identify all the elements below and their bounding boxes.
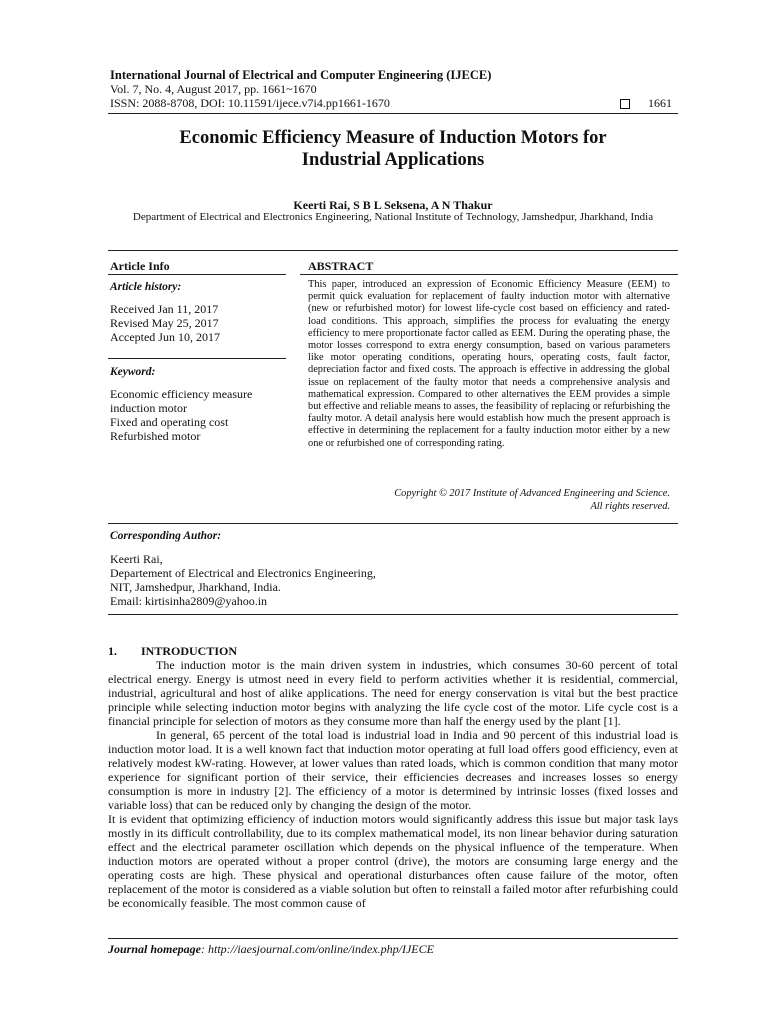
keyword-item: induction motor [110, 401, 187, 415]
abstract-text: This paper, introduced an expression of Economic Efficiency Measure (EEM) to permit quick evaluation for replacement of faulty induction motor with alternative (new or refurbished motor) for lowest life-cycle cost based on efficiency and rated-load conditions. This approach, simplifies the process for evaluating the energy efficiency to mere proportionate factor called as EEM. During the operating phase, the motor losses correspond to extra energy consumption, based on various parameters like motor operating conditions, operating hours, operating costs, fault factor, depreciation factor and fixed costs. The approach is effective in addressing the global issue on replacement of the faulty motor that needs a comprehensive analysis and mathematical expression. Compared to other alternatives the EEM provides a simple but effective and reliable means to asses, the feasibility of replacing or refurbishing the faulty motor. A detail analysis here would establish how much the present approach is effective in determining the replacement for a faulty induction motor either by a new one or refurbished one of corresponding rating. [308, 279, 670, 449]
article-info-heading: Article Info [110, 259, 170, 273]
article-history-heading: Article history: [110, 281, 182, 293]
footer-rule [108, 938, 678, 939]
keyword-item: Fixed and operating cost [110, 415, 229, 429]
journal-homepage-label: Journal homepage [108, 942, 202, 956]
corresponding-author-heading: Corresponding Author: [110, 530, 222, 542]
journal-name: International Journal of Electrical and Computer Engineering (IJECE) [110, 68, 492, 82]
introduction-body [108, 658, 678, 910]
journal-issn-doi: ISSN: 2088-8708, DOI: 10.11591/ijece.v7i4.pp1661-1670 [110, 96, 390, 110]
square-bullet-icon [620, 99, 630, 109]
journal-homepage-link[interactable]: : http://iaesjournal.com/online/index.php/IJECE [201, 942, 434, 956]
copyright-line-2: All rights reserved. [590, 500, 670, 512]
header-rule [108, 113, 678, 114]
corresponding-institute: NIT, Jamshedpur, Jharkhand, India. [110, 580, 281, 594]
copyright-line-1: Copyright © 2017 Institute of Advanced Engineering and Science. [394, 488, 670, 499]
article-info-rule [108, 274, 286, 275]
paper-authors: Keerti Rai, S B L Seksena, A N Thakur [293, 198, 493, 212]
keyword-item: Refurbished motor [110, 429, 201, 443]
keyword-heading: Keyword: [110, 366, 156, 378]
body-paragraph: It is evident that optimizing efficiency of induction motors would significantly address this issue but major task lays mostly in its difficult controllability, due to its complex mathematical model, its non linear behavior during saturation effect and the electrical parameter oscillation which depends on the physical influence of the temperature. When induction motors are operated without a proper control (drive), the motors are consuming large energy and the operating costs are high. These physical and operational disturbances often cause failure of the motor, often replacement of the motor is considered as a viable solution but often to reinstall a failed motor after refurbishing could be economically feasible. The most common cause of [108, 812, 678, 910]
abstract-heading: ABSTRACT [308, 259, 374, 273]
paper-affiliation: Department of Electrical and Electronics Engineering, National Institute of Technology, Jamshedpur, Jharkhand, India [132, 211, 654, 223]
received-date: Received Jan 11, 2017 [110, 302, 219, 316]
page-number: 1661 [648, 96, 672, 110]
paper-title-line-2: Industrial Applications [301, 150, 485, 170]
abstract-rule [300, 274, 678, 275]
corresponding-bottom-rule [108, 614, 678, 615]
corresponding-email: Email: kirtisinha2809@yahoo.in [110, 594, 268, 608]
corresponding-top-rule [108, 523, 678, 524]
keyword-item: Economic efficiency measure [110, 387, 253, 401]
keyword-rule [108, 358, 286, 359]
revised-date: Revised May 25, 2017 [110, 316, 219, 330]
journal-homepage [108, 942, 434, 957]
corresponding-department: Departement of Electrical and Electronics Engineering, [110, 566, 376, 580]
page-number-block [620, 96, 672, 111]
body-paragraph: In general, 65 percent of the total load is industrial load in India and 90 percent of this industrial load is induction motor load. It is a well known fact that induction motor operating at full load offers good efficiency, even at relatively modest kW-rating. However, at lower values than rated loads, which is common condition that many motor experience for significant portion of their service, their efficiencies decreases and increases losses so energy consumption is more in industry [2]. The efficiency of a motor is determined by intrinsic losses (fixed losses and variable loss) that can be reduced only by changing the design of the motor. [108, 728, 678, 812]
info-top-rule [108, 250, 678, 251]
corresponding-name: Keerti Rai, [110, 552, 163, 566]
accepted-date: Accepted Jun 10, 2017 [110, 330, 220, 344]
paper-title [108, 127, 678, 171]
paper-title-line-1: Economic Efficiency Measure of Induction Motors for [179, 128, 607, 148]
introduction-heading: 1. INTRODUCTION [108, 644, 238, 658]
body-paragraph: The induction motor is the main driven system in industries, which consumes 30-60 percent of total electrical energy. Energy is utmost need in every field to perform activities whether it is residential, commercial, industrial, agricultural and host of alike applications. The need for energy conservation is vital but the best practice principle while selecting induction motor begins with analyzing the life cycle cost of the motor. Life cycle cost is a financial principle for selection of motors as they consume more than half the energy used by the plant [1]. [108, 658, 678, 728]
journal-volume: Vol. 7, No. 4, August 2017, pp. 1661~1670 [110, 82, 317, 96]
copyright-notice [308, 488, 670, 513]
